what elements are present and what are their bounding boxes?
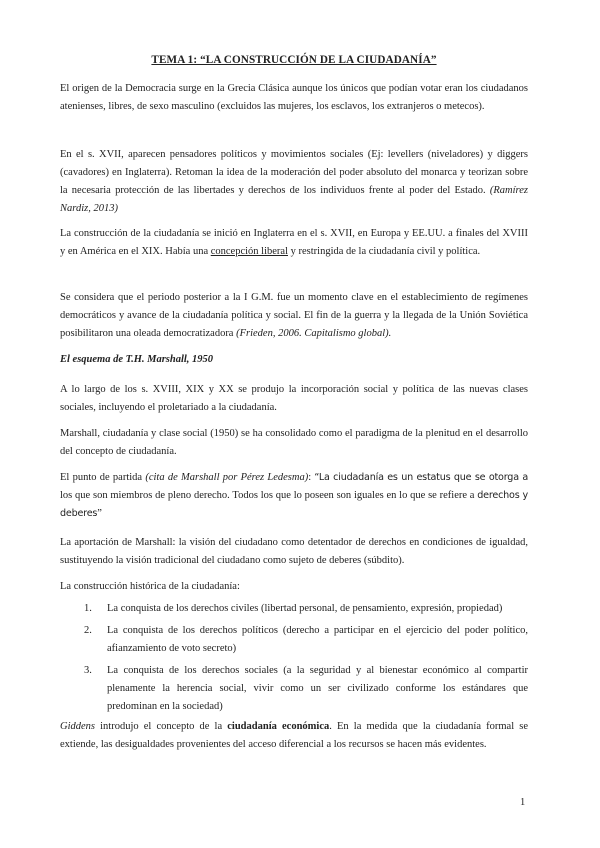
list-item: 1. La conquista de los derechos civiles (libertad personal, de pensamiento, expresión, propiedad) [84,603,503,614]
quote: “La ciudadanía es un estatus que se otorga a [314,472,529,483]
paragraph-xvii: En el s. XVII, aparecen pensadores políticos y movimientos sociales (Ej: levellers (niveladores) y diggers (cavadores) en Inglaterra). Retoman la idea de la moderación del poder absoluto del monarca y teorizan sobre la necesaria protección de las libertades y derechos de los individuos frente al poder del Estado. (Ramírez Nardiz, 2013) [60,149,528,214]
citation: (cita de Marshall por Pérez Ledesma) [145,472,309,483]
quote-end: derechos y deberes [60,490,529,519]
paragraph-history: La construcción histórica de la ciudadanía: [60,581,240,592]
paragraph-construction: La construcción de la ciudadanía se inició en Inglaterra en el s. XVII, en Europa y EE.UU. a finales del XVIII y en América en el XIX. Había una concepción liberal y restringida de la ciudadanía civil y política. [60,228,528,257]
list-item: 2. La conquista de los derechos políticos (derecho a participar en el ejercicio del poder político, afianzamiento de voto secreto) [84,625,528,654]
paragraph-marshall: Marshall, ciudadanía y clase social (1950) se ha consolidado como el paradigma de la plenitud en el desarrollo del concepto de ciudadanía. [60,428,528,457]
paragraph-postwar: Se considera que el periodo posterior a la I G.M. fue un momento clave en el establecimiento de regímenes democráticos y avance de la ciudadanía política y social. El fin de la guerra y la llegada de la Unión Soviética posibilitaron una oleada democratizadora (Frieden, 2006. Capitalismo global). [60,292,528,339]
paragraph-origin: El origen de la Democracia surge en la Grecia Clásica aunque los únicos que podían votar eran los ciudadanos atenienses, libres, de sexo masculino (excluidos las mujeres, los esclavos, los extranjeros o metecos). [60,83,528,112]
citation: (Frieden, 2006. Capitalismo global). [236,328,392,339]
page-title: TEMA 1: “LA CONSTRUCCIÓN DE LA CIUDADANÍA” [151,54,437,66]
rights-list [84,600,528,720]
paragraph-centuries: A lo largo de los s. XVIII, XIX y XX se produjo la incorporación social y política de las nuevas clases sociales, incluyendo el proletariado a la ciudadanía. [60,384,528,413]
underlined-term: concepción liberal [210,246,288,257]
list-item: 3. La conquista de los derechos sociales (a la seguridad y al bienestar económico al compartir plenamente la herencia social, vivir como un ser civilizado conforme los estándares que predominan en la sociedad) [84,665,528,712]
paragraph-giddens: Giddens introdujo el concepto de la ciudadanía económica. En la medida que la ciudadanía formal se extiende, las desigualdades provenientes del acceso diferencial a los recursos se hacen más evidentes. [60,721,528,750]
paragraph-contribution: La aportación de Marshall: la visión del ciudadano como detentador de derechos en condiciones de igualdad, sustituyendo la visión tradicional del ciudadano como sujeto de deberes (súbdito). [60,537,528,566]
citation: (Ramírez Nardiz, 2013) [60,185,528,214]
page-number: 1 [520,797,526,808]
author-name: Giddens [60,721,95,732]
paragraph-starting-point: El punto de partida (cita de Marshall por Pérez Ledesma): “La ciudadanía es un estatus que se otorga a los que son miembros de pleno derecho. Todos los que lo poseen son iguales en lo que se refiere a derechos y deberes” [60,472,529,519]
key-term: ciudadanía económica [227,721,330,732]
section-heading: El esquema de T.H. Marshall, 1950 [60,354,214,365]
